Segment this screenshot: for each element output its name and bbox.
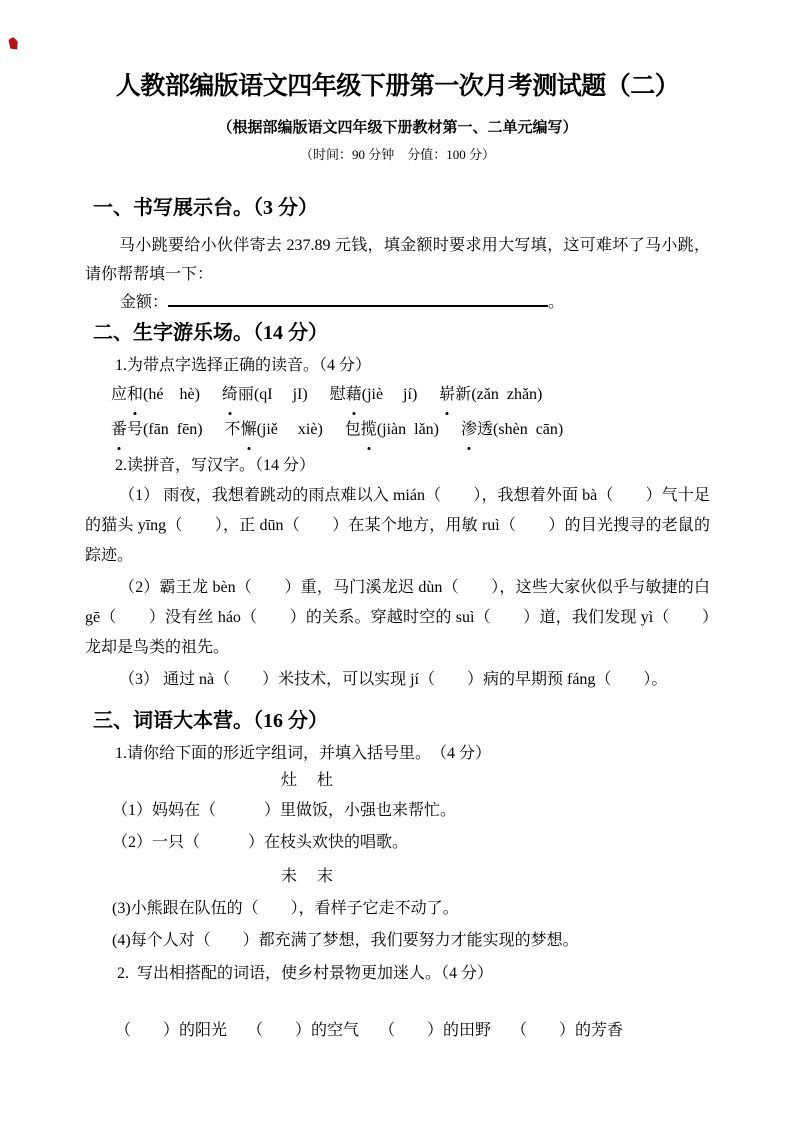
pinyin-choice: 慰藉(jiè jí): [330, 386, 418, 403]
dotted-char: 揽: [361, 412, 377, 447]
pinyin-choice: 不懈(jiě xiè): [225, 421, 323, 438]
dotted-char: 和: [127, 377, 143, 412]
fill-paragraph-1: （1） 雨夜，我想着跳动的雨点难以入 mián（ ），我想着外面 bà（ ）气十足的猫头 yīng（ ），正 dūn（ ）在某个地方，用敏 ruì（ ）的目光搜寻的老鼠的踪迹。: [85, 487, 710, 564]
pinyin-options: (shèn cān): [493, 421, 564, 438]
fill-item-2: （2）一只（ ）在枝头欢快的唱歌。: [112, 834, 409, 851]
section3-q2-label: 2. 写出相搭配的词语，使乡村景物更加迷人。（4 分）: [117, 965, 494, 982]
section2-q1-label: 1.为带点字选择正确的读音。（4 分）: [115, 357, 372, 374]
dotted-char: 崭: [439, 377, 455, 412]
pinyin-options: (zǎn zhǎn): [471, 386, 543, 403]
dotted-char: 藉: [346, 377, 362, 412]
dotted-char: 番: [111, 412, 127, 447]
page-title: 人教部编版语文四年级下册第一次月考测试题（二）: [115, 73, 680, 100]
pinyin-choice: 绮丽(qI jI): [222, 386, 308, 403]
amount-label: 金额：: [120, 294, 169, 311]
dotted-char: 懈: [241, 412, 257, 447]
fill-paragraph-3: （3） 通过 nà（ ）米技术，可以实现 jí（ ）病的早期预 fáng（ ）。: [119, 671, 668, 688]
pinyin-options: (jiàn lǎn): [376, 421, 440, 438]
fill-item-3: (3)小熊跟在队伍的（ ），看样子它走不动了。: [112, 900, 459, 917]
character-pair-2: 未 末: [281, 868, 334, 885]
section2-heading: 二、生字游乐场。（14 分）: [93, 322, 328, 344]
amount-blank-line: [168, 289, 548, 307]
matching-words-line: （ ）的阳光 （ ）的空气 （ ）的田野 （ ）的芳香: [115, 1022, 624, 1039]
section1-heading: 一、书写展示台。（3 分）: [93, 197, 318, 219]
amount-period: 。: [548, 294, 565, 311]
section1-intro: 马小跳要给小伙伴寄去 237.89 元钱，填金额时要求用大写填，这可难坏了马小跳，请你帮帮填一下：: [85, 237, 710, 283]
pinyin-options: (jiè jí): [361, 386, 418, 403]
pinyin-row-2: [85, 412, 710, 447]
section2-q2-label: 2.读拼音，写汉字。（14 分）: [115, 457, 316, 474]
section3-heading: 三、词语大本营。（16 分）: [93, 710, 328, 732]
pinyin-options: (fān fēn): [143, 421, 203, 438]
pinyin-options: (hé hè): [143, 386, 200, 403]
fill-item-1: （1）妈妈在（ ）里做饭，小强也来帮忙。: [112, 802, 457, 819]
pinyin-choice: 番号(fān fēn): [111, 421, 203, 438]
pinyin-row-1: [85, 377, 710, 412]
section3-q1-label: 1.请你给下面的形近字组词，并填入括号里。 （4 分）: [115, 745, 492, 762]
pinyin-options: (qI jI): [253, 386, 308, 403]
fill-item-4: (4)每个人对（ ）都充满了梦想，我们要努力才能实现的梦想。: [112, 932, 579, 949]
dotted-char: 渗: [461, 412, 477, 447]
fill-paragraph-2: （2）霸王龙 bèn（ ）重，马门溪龙迟 dùn（ ），这些大家伙似乎与敏捷的白gē（ ）没有丝 háo（ ）的关系。穿越时空的 suì（ ）道，我们发现 yì（ ）龙却是鸟类的祖先。: [85, 579, 710, 656]
time-score-meta: （时间：90 分钟 分值：100 分）: [299, 147, 495, 162]
dotted-char: 绮: [222, 377, 238, 412]
pinyin-choice: 包揽(jiàn lǎn): [345, 421, 439, 438]
pinyin-choice: 渗透(shèn cān): [461, 421, 563, 438]
pinyin-choice: 崭新(zǎn zhǎn): [439, 386, 542, 403]
pinyin-options: (jiě xiè): [256, 421, 323, 438]
page-subtitle: （根据部编版语文四年级下册教材第一、二单元编写）: [217, 120, 578, 136]
amount-row: [85, 289, 710, 315]
character-pair-1: 灶 杜: [281, 772, 334, 789]
pinyin-choice: 应和(hé hè): [111, 386, 200, 403]
